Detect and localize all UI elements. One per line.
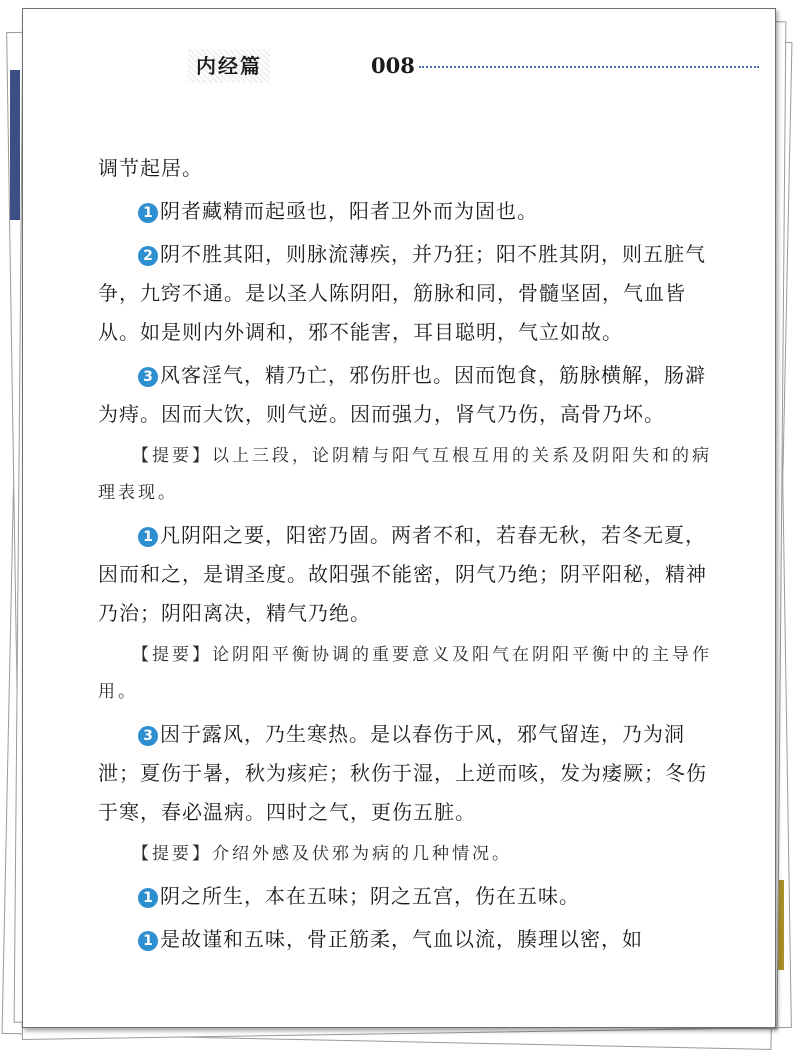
paragraph-text: 是故谨和五味，骨正筋柔，气血以流，腠理以密，如 <box>160 927 643 951</box>
paragraph <box>98 516 718 633</box>
number-badge-icon: 2 <box>138 246 158 266</box>
paragraph-text: 调节起居。 <box>98 156 203 180</box>
number-badge-icon: 1 <box>138 527 158 547</box>
paragraph-text: 风客淫气，精乃亡，邪伤肝也。因而饱食，筋脉横解，肠澼为痔。因而大饮，则气逆。因而强力，肾气乃伤，高骨乃坏。 <box>98 363 706 426</box>
number-badge-icon: 3 <box>138 726 158 746</box>
paragraph-text: 阴者藏精而起亟也，阳者卫外而为固也。 <box>160 199 538 223</box>
summary-note <box>98 836 718 873</box>
number-badge-icon: 1 <box>138 203 158 223</box>
paragraph-text: 阴之所生，本在五味；阴之五宫，伤在五味。 <box>160 884 580 908</box>
section-logo: 内经篇 <box>188 49 270 83</box>
paragraph-text: 因于露风，乃生寒热。是以春伤于风，邪气留连，乃为洞泄；夏伤于暑，秋为痎疟；秋伤于湿，上逆而咳，发为痿厥；冬伤于寒，春必温病。四时之气，更伤五脏。 <box>98 722 707 824</box>
dotted-rule <box>419 66 759 68</box>
paragraph <box>98 877 718 916</box>
summary-note-text: 【提要】论阴阳平衡协调的重要意义及阳气在阴阳平衡中的主导作用。 <box>98 645 712 702</box>
paragraph <box>98 920 718 959</box>
paragraph-text: 凡阴阳之要，阳密乃固。两者不和，若春无秋，若冬无夏，因而和之，是谓圣度。故阳强不能密，阴气乃绝；阴平阳秘，精神乃治；阴阳离决，精气乃绝。 <box>98 523 707 625</box>
summary-note <box>98 637 718 711</box>
number-badge-icon: 1 <box>138 931 158 951</box>
paragraph <box>98 192 718 231</box>
page-header <box>23 9 775 99</box>
book-edge-accent <box>10 70 20 220</box>
summary-note-text: 【提要】以上三段，论阴精与阳气互根互用的关系及阴阳失和的病理表现。 <box>98 446 712 503</box>
number-badge-icon: 3 <box>138 367 158 387</box>
summary-note <box>98 438 718 512</box>
page-number: 008 <box>371 53 415 78</box>
paragraph <box>98 715 718 832</box>
paragraph <box>98 149 718 188</box>
book-page <box>22 8 776 1028</box>
paragraph <box>98 235 718 352</box>
number-badge-icon: 1 <box>138 888 158 908</box>
paragraph-text: 阴不胜其阳，则脉流薄疾，并乃狂；阳不胜其阴，则五脏气争，九窍不通。是以圣人陈阴阳，筋脉和同，骨髓坚固，气血皆从。如是则内外调和，邪不能害，耳目聪明，气立如故。 <box>98 242 706 344</box>
page-body <box>98 149 718 963</box>
summary-note-text: 【提要】介绍外感及伏邪为病的几种情况。 <box>132 844 512 864</box>
paragraph <box>98 356 718 434</box>
